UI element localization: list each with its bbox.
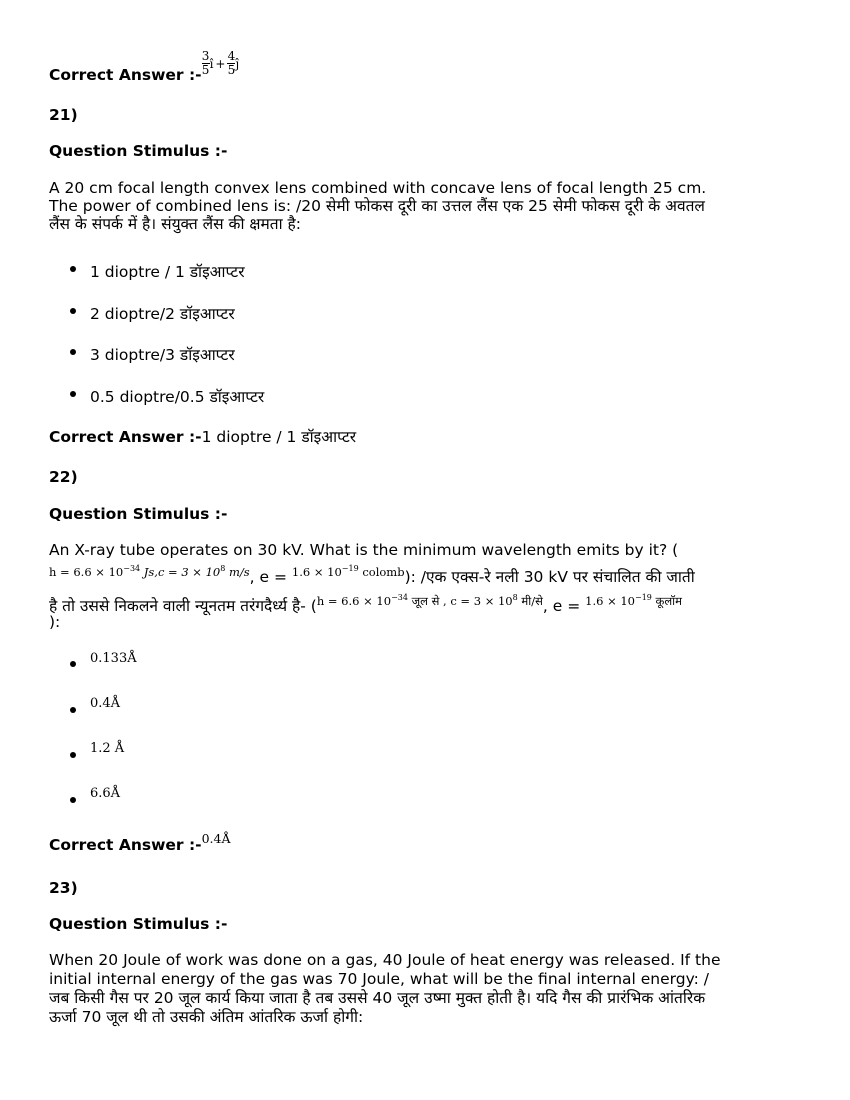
frac1-numerator: 3	[201, 49, 210, 63]
q20-fraction-1	[202, 50, 210, 77]
q23-text-line-2: initial internal energy of the gas was 70 Joule, what will be the final internal energy: /	[49, 970, 710, 988]
q21-text-line-3: लैंस के संपर्क में है। संयुक्त लैंस की क्षमता है:	[49, 215, 301, 233]
math-js-c-hi: जूल से , c = 3 × 10	[407, 594, 513, 608]
bullet-icon	[70, 752, 76, 758]
q21-option-4: 0.5 dioptre/0.5 डॉइआप्टर	[90, 388, 265, 406]
math-ms: m/s	[225, 565, 250, 579]
q20-correct-answer	[49, 49, 240, 89]
math-h: h = 6.6 × 10	[49, 565, 124, 579]
q22-correct-value: 0.4Å	[201, 831, 231, 846]
q22-text-line-4: ):	[49, 613, 61, 631]
exp-neg19: −19	[341, 564, 359, 574]
bullet-icon	[70, 707, 76, 713]
q22-text-hindi-start: ): /एक एक्स-रे नली 30 kV पर संचालित की जाती	[404, 568, 695, 586]
q22-option-2: 0.4Å	[90, 696, 121, 711]
q22-correct-answer	[49, 831, 231, 854]
q21-option-2: 2 dioptre/2 डॉइआप्टर	[90, 305, 235, 323]
bullet-icon	[70, 391, 76, 397]
q22-math-h-en	[49, 565, 250, 579]
q21-option-3: 3 dioptre/3 डॉइआप्टर	[90, 346, 235, 364]
math-h-hi: h = 6.6 × 10	[316, 594, 392, 608]
bullet-icon	[70, 349, 76, 355]
exp-neg34: −34	[123, 564, 141, 574]
j-hat: ĵ	[235, 57, 240, 71]
q22-option-1: 0.133Å	[90, 651, 137, 666]
math-ms-hi: मी/से	[517, 594, 543, 608]
exp-8-hi: 8	[512, 593, 518, 603]
q21-stimulus-text	[49, 179, 809, 233]
q21-correct-value: 1 dioptre / 1 डॉइआप्टर	[201, 428, 357, 446]
math-colomb: colomb	[358, 565, 405, 579]
q20-answer-math	[201, 49, 240, 77]
q22-text-line-3	[49, 594, 682, 616]
frac2-numerator: 4	[227, 49, 236, 63]
math-e: 1.6 × 10	[291, 565, 342, 579]
bullet-icon	[70, 661, 76, 667]
q22-option-4: 6.6Å	[90, 786, 121, 801]
q22-text-line-1: An X-ray tube operates on 30 kV. What is the minimum wavelength emits by it? (	[49, 541, 679, 559]
comma-e: , e =	[249, 568, 292, 586]
q21-stimulus-label: Question Stimulus :-	[49, 142, 228, 160]
exp-neg19-hi: −19	[635, 593, 652, 603]
math-js-c: Js,c = 3 × 10	[140, 565, 221, 579]
bullet-icon	[70, 797, 76, 803]
math-e-hi: 1.6 × 10	[585, 594, 635, 608]
plus-sign: +	[215, 57, 226, 71]
exp-8: 8	[220, 564, 226, 574]
q22-math-h-hi	[317, 594, 543, 608]
q23-text-line-4: ऊर्जा 70 जूल थी तो उसकी अंतिम आंतरिक ऊर्जा होगी:	[49, 1008, 364, 1026]
q21-number: 21)	[49, 106, 78, 124]
q20-correct-label: Correct Answer :-	[49, 66, 202, 84]
q22-option-3: 1.2 Å	[90, 741, 125, 756]
q23-stimulus-text	[49, 951, 809, 1027]
math-coulomb-hi: कूलॉम	[651, 594, 683, 608]
q22-math-e-en	[292, 565, 405, 579]
q23-text-line-3: जब किसी गैस पर 20 जूल कार्य किया जाता है तब उससे 40 जूल उष्मा मुक्त होती है। यदि गैस की प्रारंभिक आंतरिक	[49, 989, 706, 1007]
frac2-denominator: 5	[227, 63, 236, 77]
q22-text-hindi: है तो उससे निकलने वाली न्यूनतम तरंगदैर्ध्य है- (	[49, 597, 317, 615]
q23-number: 23)	[49, 879, 78, 897]
q22-math-e-hi	[585, 594, 682, 608]
q23-stimulus-label: Question Stimulus :-	[49, 915, 228, 933]
frac1-denominator: 5	[201, 63, 210, 77]
q21-text-line-1: A 20 cm focal length convex lens combined with concave lens of focal length 25 cm.	[49, 179, 707, 197]
i-hat: î	[209, 57, 214, 71]
q21-text-line-2: The power of combined lens is: /20 सेमी फोकस दूरी का उत्तल लैंस एक 25 सेमी फोकस दूरी के अवतल	[49, 197, 705, 215]
exp-neg34-hi: −34	[391, 593, 408, 603]
bullet-icon	[70, 266, 76, 272]
q22-correct-label: Correct Answer :-	[49, 836, 202, 854]
q22-stimulus-label: Question Stimulus :-	[49, 505, 228, 523]
q22-text-line-2	[49, 565, 695, 587]
bullet-icon	[70, 308, 76, 314]
q21-correct-answer	[49, 425, 356, 447]
comma-e-hi: , e =	[542, 597, 586, 615]
q22-number: 22)	[49, 468, 78, 486]
q21-option-1: 1 dioptre / 1 डॉइआप्टर	[90, 263, 245, 281]
q23-text-line-1: When 20 Joule of work was done on a gas, 40 Joule of heat energy was released. If the	[49, 951, 721, 969]
q21-correct-label: Correct Answer :-	[49, 428, 202, 446]
